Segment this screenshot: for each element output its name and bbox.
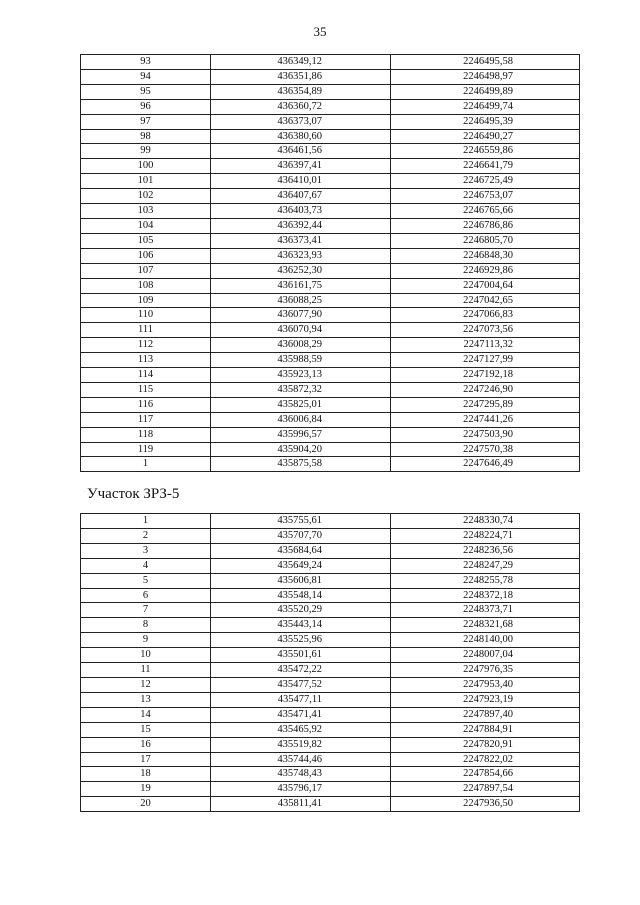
y-coordinate-cell: 2248247,29 xyxy=(391,558,580,573)
table-row xyxy=(81,323,580,338)
x-coordinate-cell: 436461,56 xyxy=(211,144,391,159)
x-coordinate-cell: 435471,41 xyxy=(211,707,391,722)
y-coordinate-cell: 2247503,90 xyxy=(391,427,580,442)
x-coordinate-cell: 436373,07 xyxy=(211,114,391,129)
section-title: Участок ЗРЗ-5 xyxy=(87,486,180,502)
table-row xyxy=(81,677,580,692)
point-number-cell: 8 xyxy=(81,618,211,633)
table-row xyxy=(81,382,580,397)
x-coordinate-cell: 435684,64 xyxy=(211,543,391,558)
x-coordinate-cell: 436351,86 xyxy=(211,69,391,84)
table-row xyxy=(81,543,580,558)
y-coordinate-cell: 2247854,66 xyxy=(391,767,580,782)
x-coordinate-cell: 436070,94 xyxy=(211,323,391,338)
y-coordinate-cell: 2248372,18 xyxy=(391,588,580,603)
table-row xyxy=(81,368,580,383)
table-row xyxy=(81,412,580,427)
y-coordinate-cell: 2246641,79 xyxy=(391,159,580,174)
y-coordinate-cell: 2248140,00 xyxy=(391,633,580,648)
point-number-cell: 111 xyxy=(81,323,211,338)
table-row xyxy=(81,737,580,752)
table-row xyxy=(81,174,580,189)
y-coordinate-cell: 2247884,91 xyxy=(391,722,580,737)
point-number-cell: 118 xyxy=(81,427,211,442)
point-number-cell: 3 xyxy=(81,543,211,558)
table-row xyxy=(81,99,580,114)
point-number-cell: 7 xyxy=(81,603,211,618)
table-row xyxy=(81,263,580,278)
y-coordinate-cell: 2248007,04 xyxy=(391,648,580,663)
x-coordinate-cell: 435755,61 xyxy=(211,514,391,529)
y-coordinate-cell: 2246765,66 xyxy=(391,204,580,219)
x-coordinate-cell: 435825,01 xyxy=(211,397,391,412)
x-coordinate-cell: 436349,12 xyxy=(211,55,391,70)
table-row xyxy=(81,707,580,722)
x-coordinate-cell: 436077,90 xyxy=(211,308,391,323)
y-coordinate-cell: 2248373,71 xyxy=(391,603,580,618)
y-coordinate-cell: 2247295,89 xyxy=(391,397,580,412)
x-coordinate-cell: 435520,29 xyxy=(211,603,391,618)
table-row xyxy=(81,129,580,144)
x-coordinate-cell: 435525,96 xyxy=(211,633,391,648)
table-row xyxy=(81,55,580,70)
table-row xyxy=(81,397,580,412)
point-number-cell: 2 xyxy=(81,528,211,543)
point-number-cell: 105 xyxy=(81,233,211,248)
point-number-cell: 112 xyxy=(81,338,211,353)
y-coordinate-cell: 2247066,83 xyxy=(391,308,580,323)
x-coordinate-cell: 435796,17 xyxy=(211,782,391,797)
y-coordinate-cell: 2246490,27 xyxy=(391,129,580,144)
table-row xyxy=(81,457,580,472)
table-row xyxy=(81,308,580,323)
point-number-cell: 93 xyxy=(81,55,211,70)
table-row xyxy=(81,159,580,174)
table-row xyxy=(81,603,580,618)
point-number-cell: 97 xyxy=(81,114,211,129)
y-coordinate-cell: 2246805,70 xyxy=(391,233,580,248)
x-coordinate-cell: 436380,60 xyxy=(211,129,391,144)
x-coordinate-cell: 435988,59 xyxy=(211,353,391,368)
point-number-cell: 106 xyxy=(81,248,211,263)
x-coordinate-cell: 436323,93 xyxy=(211,248,391,263)
table-row xyxy=(81,618,580,633)
y-coordinate-cell: 2246498,97 xyxy=(391,69,580,84)
x-coordinate-cell: 435548,14 xyxy=(211,588,391,603)
x-coordinate-cell: 436373,41 xyxy=(211,233,391,248)
table-row xyxy=(81,633,580,648)
point-number-cell: 113 xyxy=(81,353,211,368)
x-coordinate-cell: 435748,43 xyxy=(211,767,391,782)
x-coordinate-cell: 436360,72 xyxy=(211,99,391,114)
table-row xyxy=(81,114,580,129)
point-number-cell: 6 xyxy=(81,588,211,603)
x-coordinate-cell: 435811,41 xyxy=(211,797,391,812)
point-number-cell: 102 xyxy=(81,189,211,204)
y-coordinate-cell: 2247897,40 xyxy=(391,707,580,722)
x-coordinate-cell: 436354,89 xyxy=(211,84,391,99)
x-coordinate-cell: 436006,84 xyxy=(211,412,391,427)
point-number-cell: 109 xyxy=(81,293,211,308)
x-coordinate-cell: 435443,14 xyxy=(211,618,391,633)
table-row xyxy=(81,782,580,797)
point-number-cell: 108 xyxy=(81,278,211,293)
table-row xyxy=(81,797,580,812)
point-number-cell: 103 xyxy=(81,204,211,219)
table-row xyxy=(81,558,580,573)
x-coordinate-cell: 435875,58 xyxy=(211,457,391,472)
y-coordinate-cell: 2246786,86 xyxy=(391,218,580,233)
x-coordinate-cell: 435744,46 xyxy=(211,752,391,767)
table-row xyxy=(81,767,580,782)
table-row xyxy=(81,144,580,159)
y-coordinate-cell: 2248255,78 xyxy=(391,573,580,588)
point-number-cell: 13 xyxy=(81,692,211,707)
table-row xyxy=(81,278,580,293)
y-coordinate-cell: 2247004,64 xyxy=(391,278,580,293)
point-number-cell: 98 xyxy=(81,129,211,144)
x-coordinate-cell: 435904,20 xyxy=(211,442,391,457)
y-coordinate-cell: 2246753,07 xyxy=(391,189,580,204)
page-number: 35 xyxy=(313,24,327,39)
point-number-cell: 11 xyxy=(81,663,211,678)
y-coordinate-cell: 2248321,68 xyxy=(391,618,580,633)
point-number-cell: 14 xyxy=(81,707,211,722)
x-coordinate-cell: 435606,81 xyxy=(211,573,391,588)
y-coordinate-cell: 2248330,74 xyxy=(391,514,580,529)
table-row xyxy=(81,204,580,219)
point-number-cell: 19 xyxy=(81,782,211,797)
point-number-cell: 110 xyxy=(81,308,211,323)
point-number-cell: 114 xyxy=(81,368,211,383)
point-number-cell: 116 xyxy=(81,397,211,412)
x-coordinate-cell: 435501,61 xyxy=(211,648,391,663)
x-coordinate-cell: 436161,75 xyxy=(211,278,391,293)
point-number-cell: 104 xyxy=(81,218,211,233)
table-row xyxy=(81,338,580,353)
x-coordinate-cell: 435923,13 xyxy=(211,368,391,383)
table-row xyxy=(81,692,580,707)
table-row xyxy=(81,248,580,263)
x-coordinate-cell: 436407,67 xyxy=(211,189,391,204)
table-row xyxy=(81,442,580,457)
y-coordinate-cell: 2246499,74 xyxy=(391,99,580,114)
x-coordinate-cell: 435465,92 xyxy=(211,722,391,737)
x-coordinate-cell: 435872,32 xyxy=(211,382,391,397)
y-coordinate-cell: 2247646,49 xyxy=(391,457,580,472)
x-coordinate-cell: 436397,41 xyxy=(211,159,391,174)
point-number-cell: 1 xyxy=(81,514,211,529)
point-number-cell: 101 xyxy=(81,174,211,189)
point-number-cell: 20 xyxy=(81,797,211,812)
y-coordinate-cell: 2247936,50 xyxy=(391,797,580,812)
y-coordinate-cell: 2247897,54 xyxy=(391,782,580,797)
table-row xyxy=(81,588,580,603)
point-number-cell: 119 xyxy=(81,442,211,457)
point-number-cell: 1 xyxy=(81,457,211,472)
y-coordinate-cell: 2247073,56 xyxy=(391,323,580,338)
y-coordinate-cell: 2247113,32 xyxy=(391,338,580,353)
table-row xyxy=(81,218,580,233)
y-coordinate-cell: 2246929,86 xyxy=(391,263,580,278)
point-number-cell: 10 xyxy=(81,648,211,663)
table-row xyxy=(81,648,580,663)
x-coordinate-cell: 436252,30 xyxy=(211,263,391,278)
y-coordinate-cell: 2247441,26 xyxy=(391,412,580,427)
y-coordinate-cell: 2247127,99 xyxy=(391,353,580,368)
x-coordinate-cell: 436088,25 xyxy=(211,293,391,308)
coordinates-table-2 xyxy=(80,513,580,812)
x-coordinate-cell: 435477,11 xyxy=(211,692,391,707)
table-row xyxy=(81,427,580,442)
x-coordinate-cell: 436403,73 xyxy=(211,204,391,219)
x-coordinate-cell: 436008,29 xyxy=(211,338,391,353)
point-number-cell: 16 xyxy=(81,737,211,752)
y-coordinate-cell: 2246559,86 xyxy=(391,144,580,159)
table-row xyxy=(81,84,580,99)
coordinates-table-1 xyxy=(80,54,580,472)
point-number-cell: 107 xyxy=(81,263,211,278)
x-coordinate-cell: 435472,22 xyxy=(211,663,391,678)
y-coordinate-cell: 2247042,65 xyxy=(391,293,580,308)
point-number-cell: 5 xyxy=(81,573,211,588)
table-row xyxy=(81,189,580,204)
table-row xyxy=(81,514,580,529)
x-coordinate-cell: 435707,70 xyxy=(211,528,391,543)
table-row xyxy=(81,573,580,588)
point-number-cell: 94 xyxy=(81,69,211,84)
y-coordinate-cell: 2246848,30 xyxy=(391,248,580,263)
table-row xyxy=(81,722,580,737)
point-number-cell: 117 xyxy=(81,412,211,427)
point-number-cell: 115 xyxy=(81,382,211,397)
y-coordinate-cell: 2247192,18 xyxy=(391,368,580,383)
y-coordinate-cell: 2246499,89 xyxy=(391,84,580,99)
y-coordinate-cell: 2247953,40 xyxy=(391,677,580,692)
point-number-cell: 99 xyxy=(81,144,211,159)
y-coordinate-cell: 2248236,56 xyxy=(391,543,580,558)
x-coordinate-cell: 436392,44 xyxy=(211,218,391,233)
y-coordinate-cell: 2246495,58 xyxy=(391,55,580,70)
y-coordinate-cell: 2247570,38 xyxy=(391,442,580,457)
y-coordinate-cell: 2247822,02 xyxy=(391,752,580,767)
point-number-cell: 9 xyxy=(81,633,211,648)
point-number-cell: 15 xyxy=(81,722,211,737)
y-coordinate-cell: 2247923,19 xyxy=(391,692,580,707)
table-row xyxy=(81,663,580,678)
y-coordinate-cell: 2247976,35 xyxy=(391,663,580,678)
table-row xyxy=(81,69,580,84)
point-number-cell: 100 xyxy=(81,159,211,174)
point-number-cell: 96 xyxy=(81,99,211,114)
table-row xyxy=(81,353,580,368)
x-coordinate-cell: 436410,01 xyxy=(211,174,391,189)
table-row xyxy=(81,293,580,308)
table-row xyxy=(81,528,580,543)
x-coordinate-cell: 435996,57 xyxy=(211,427,391,442)
y-coordinate-cell: 2246725,49 xyxy=(391,174,580,189)
point-number-cell: 95 xyxy=(81,84,211,99)
y-coordinate-cell: 2248224,71 xyxy=(391,528,580,543)
y-coordinate-cell: 2247246,90 xyxy=(391,382,580,397)
table-row xyxy=(81,233,580,248)
point-number-cell: 18 xyxy=(81,767,211,782)
x-coordinate-cell: 435477,52 xyxy=(211,677,391,692)
y-coordinate-cell: 2247820,91 xyxy=(391,737,580,752)
point-number-cell: 12 xyxy=(81,677,211,692)
point-number-cell: 17 xyxy=(81,752,211,767)
y-coordinate-cell: 2246495,39 xyxy=(391,114,580,129)
x-coordinate-cell: 435519,82 xyxy=(211,737,391,752)
point-number-cell: 4 xyxy=(81,558,211,573)
table-row xyxy=(81,752,580,767)
x-coordinate-cell: 435649,24 xyxy=(211,558,391,573)
